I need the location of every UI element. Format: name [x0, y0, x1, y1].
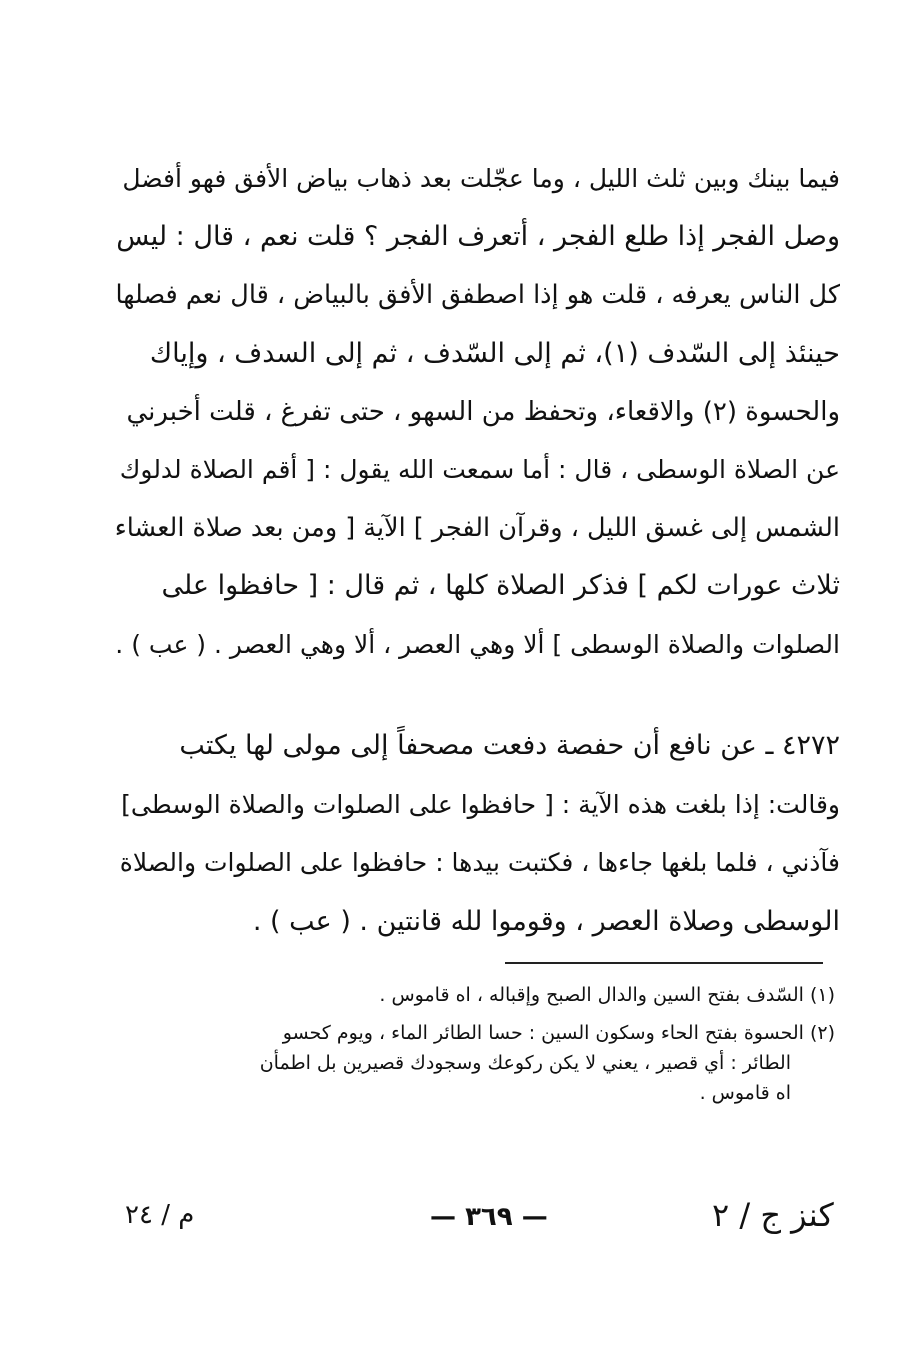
footnotes: [125, 980, 835, 1116]
text-line: ثلاث عورات لكم ] فذكر الصلاة كلها ، ثم قال : [ حافظوا على: [161, 570, 840, 602]
text-line: وقالت: إذا بلغت هذه الآية : [ حافظوا على الصلوات والصلاة الوسطى]: [121, 789, 840, 819]
text-line: حينئذ إلى السّدف (١)، ثم إلى السّدف ، ثم إلى السدف ، وإياك: [149, 337, 840, 369]
footnote-line: اه قاموس .: [699, 1082, 791, 1104]
page-footer: [0, 1196, 920, 1250]
text-line: ٤٢٧٢ ـ عن نافع أن حفصة دفعت مصحفاً إلى مولى لها يكتب: [179, 730, 840, 761]
text-line: الشمس إلى غسق الليل ، وقرآن الفجر ] الآية [ ومن بعد صلاة العشاء: [115, 513, 840, 544]
footnote-line: (١) السّدف بفتح السين والدال الصبح وإقباله ، اه قاموس .: [379, 984, 835, 1006]
footnote-2: [125, 1018, 835, 1108]
text-line: عن الصلاة الوسطى ، قال : أما سمعت الله يقول : [ أقم الصلاة لدلوك: [119, 455, 840, 485]
page-number: — ٣٦٩ —: [430, 1202, 548, 1232]
text-line: الوسطى وصلاة العصر ، وقوموا لله قانتين . ( عب ) .: [252, 905, 840, 937]
footnote-1: [125, 980, 835, 1010]
text-line: والحسوة (٢) والاقعاء، وتحفظ من السهو ، حتى تفرغ ، قلت أخبرني: [126, 396, 840, 427]
footnote-line: الطائر : أي قصير ، يعني لا يكن ركوعك وسجودك قصيرين بل اطمأن: [259, 1052, 791, 1074]
text-line: فآذني ، فلما بلغها جاءها ، فكتبت بيدها : حافظوا على الصلوات والصلاة: [119, 848, 840, 878]
text-line: فيما بينك وبين ثلث الليل ، وما عجّلت بعد ذهاب بياض الأفق فهو أفضل: [122, 164, 840, 193]
text-line: كل الناس يعرفه ، قلت هو إذا اصطفق الأفق بالبياض ، قال نعم فصلها: [115, 280, 840, 311]
hadith-4272: [115, 717, 840, 951]
main-text: [115, 150, 840, 674]
volume-signature: م / ٢٤: [125, 1200, 195, 1230]
text-line: الصلوات والصلاة الوسطى ] ألا وهي العصر ، ألا وهي العصر . ( عب ) .: [115, 629, 840, 659]
footnote-line: (٢) الحسوة بفتح الحاء وسكون السين : حسا الطائر الماء ، ويوم كحسو: [282, 1022, 835, 1044]
book-title: كنز ج / ٢: [712, 1196, 834, 1234]
text-line: وصل الفجر إذا طلع الفجر ، أتعرف الفجر ؟ قلت نعم ، قال : ليس: [116, 221, 840, 253]
footnote-separator: [505, 962, 823, 964]
